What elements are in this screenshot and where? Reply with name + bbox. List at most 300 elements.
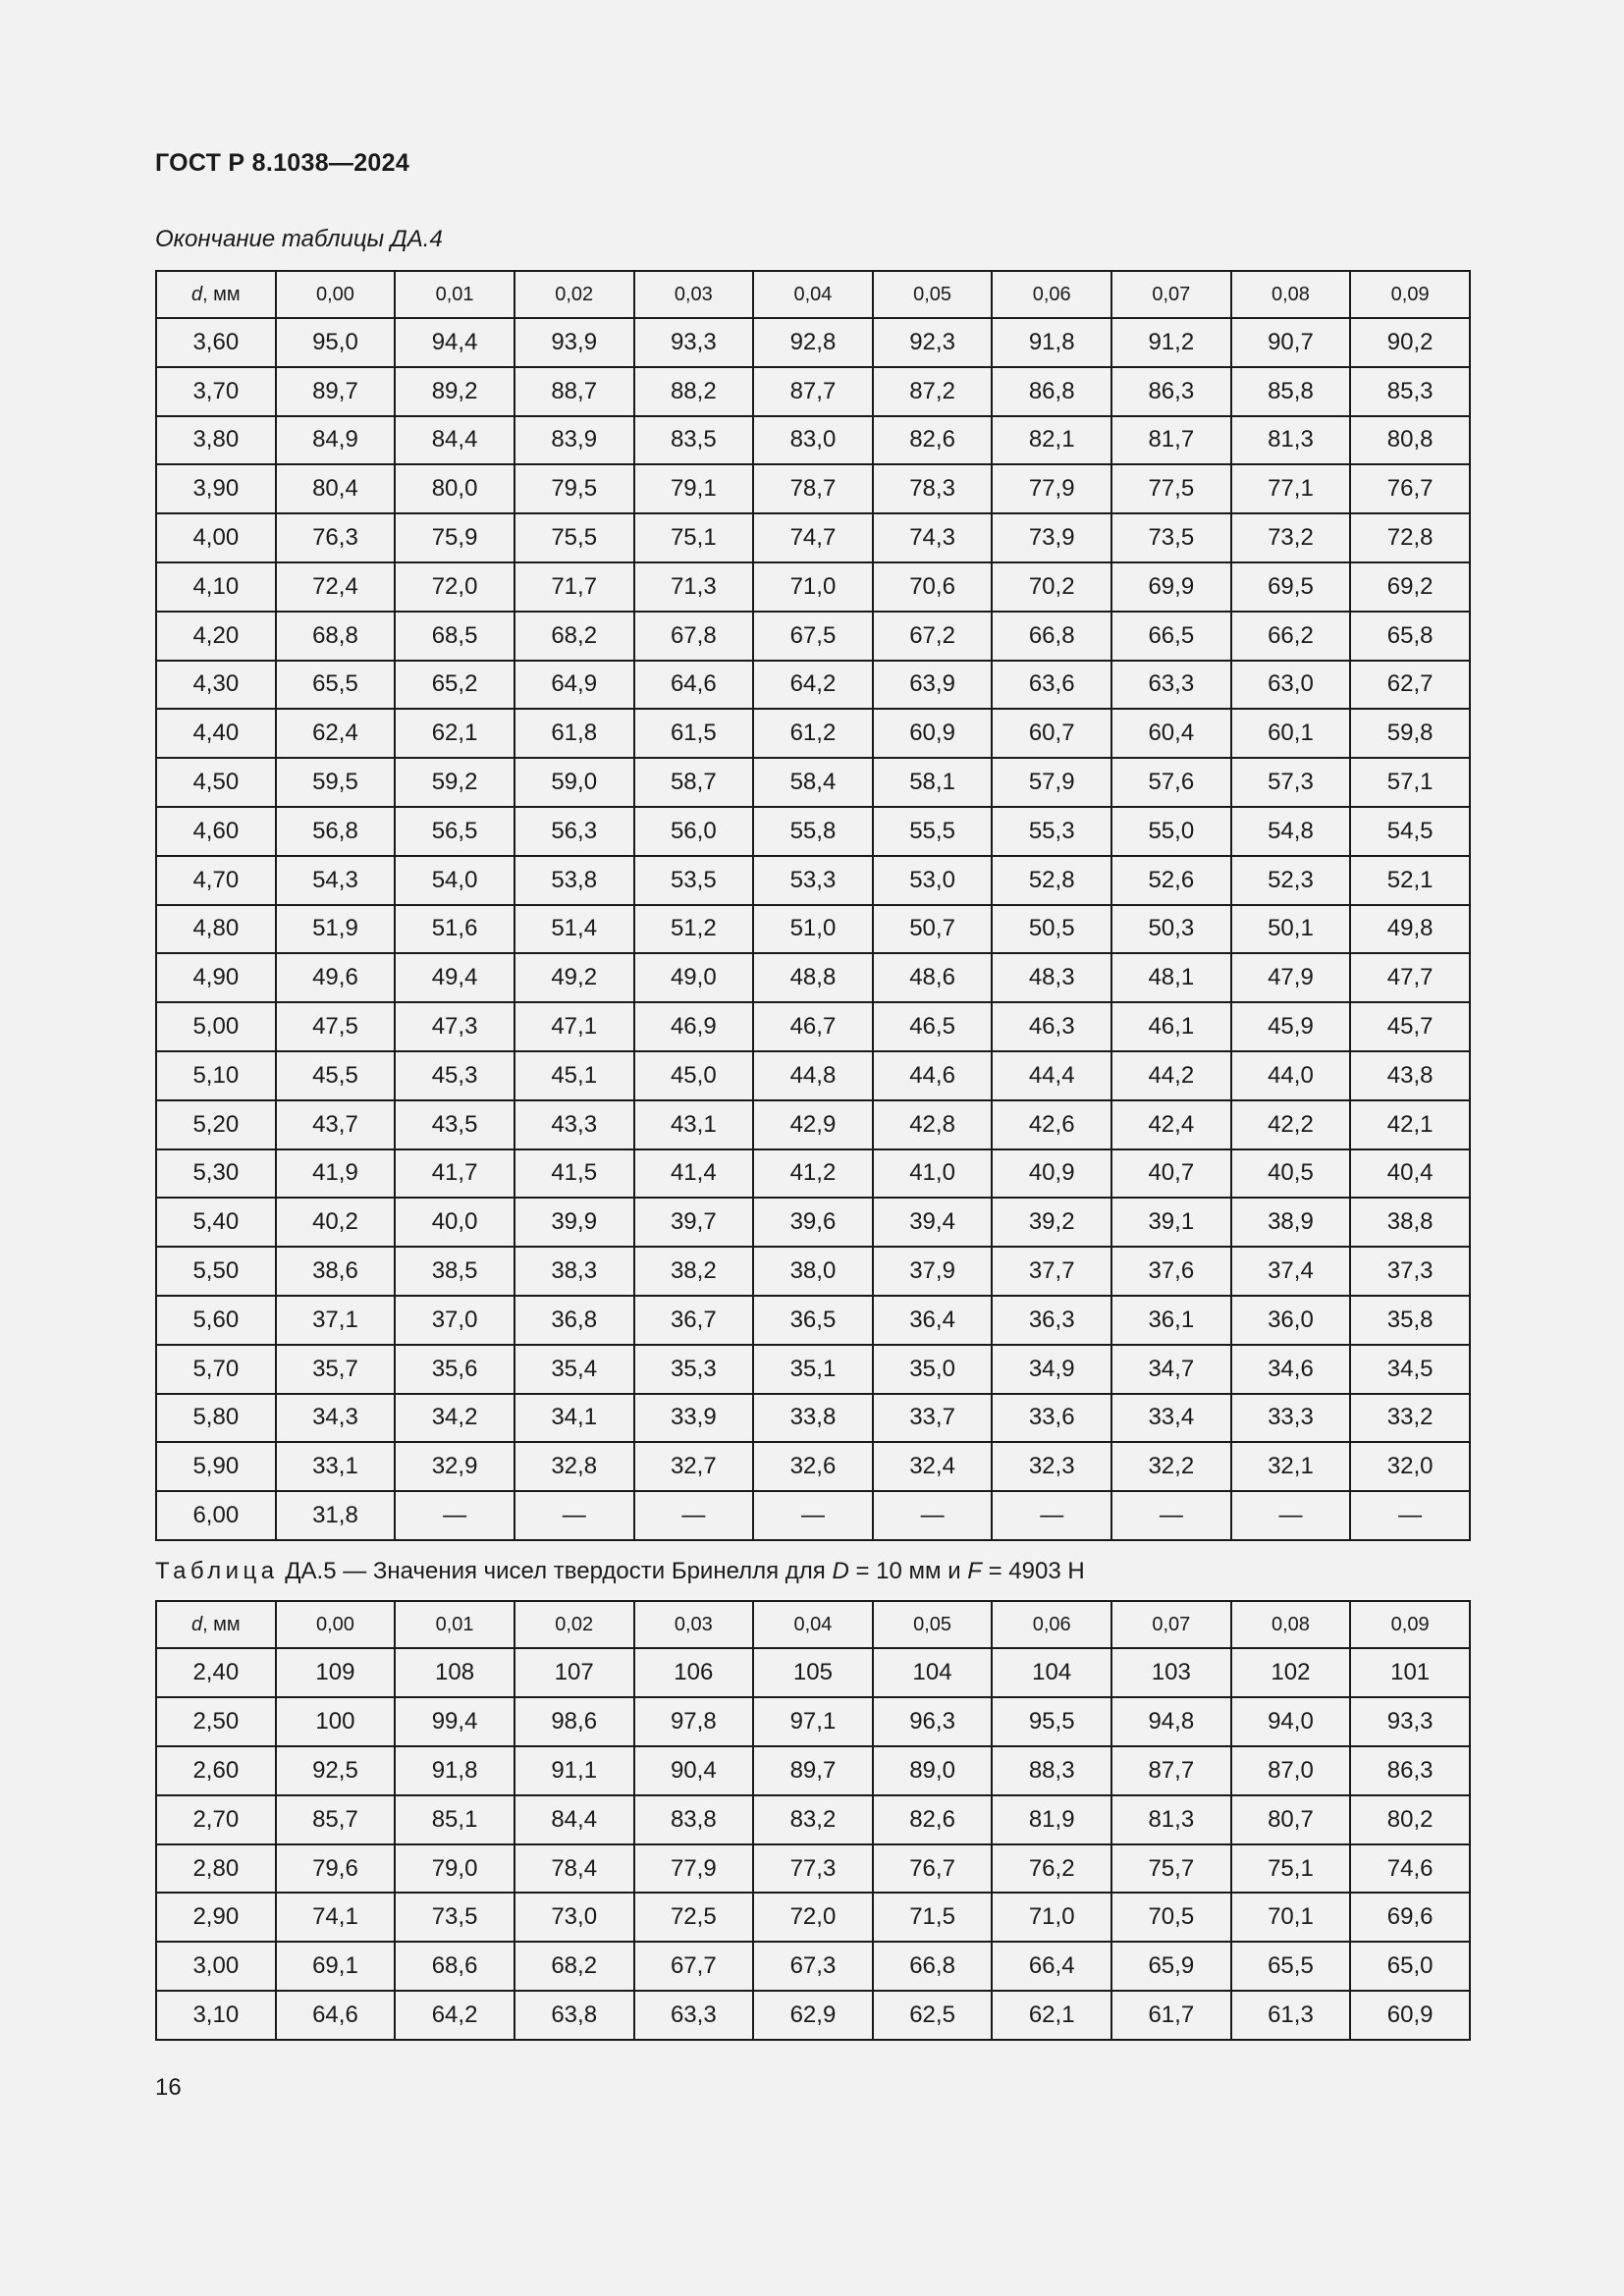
table-cell: 33,6 [992,1394,1111,1443]
table-cell: 83,8 [634,1795,754,1844]
table-cell: 63,3 [634,1991,754,2040]
table-cell: 68,8 [276,612,396,661]
table-cell: 46,1 [1111,1002,1231,1051]
table-cell: 42,9 [753,1100,873,1149]
table-cell: 32,0 [1350,1442,1470,1491]
table-cell: 35,3 [634,1345,754,1394]
table-cell: 59,0 [514,758,634,807]
table-cell: 99,4 [395,1697,514,1746]
row-d-cell: 4,90 [156,953,276,1002]
table-cell: — [1231,1491,1351,1540]
table-cell: 36,5 [753,1296,873,1345]
table-cell: 60,9 [1350,1991,1470,2040]
row-d-cell: 4,30 [156,661,276,710]
table-cell: 69,6 [1350,1893,1470,1942]
table-cell: 109 [276,1648,396,1697]
table-cell: 64,9 [514,661,634,710]
table-cell: 62,4 [276,709,396,758]
table-cell: 37,3 [1350,1247,1470,1296]
table-cell: 66,8 [992,612,1111,661]
table-cell: 79,0 [395,1844,514,1894]
col-header: 0,06 [992,271,1111,318]
table-cell: 39,6 [753,1198,873,1247]
table-cell: 39,7 [634,1198,754,1247]
table-cell: 37,9 [873,1247,993,1296]
table-cell: 66,5 [1111,612,1231,661]
table-cell: 69,9 [1111,562,1231,612]
table5-body [156,1648,1470,2040]
table-cell: 80,4 [276,464,396,513]
table-cell: 103 [1111,1648,1231,1697]
table-cell: 32,9 [395,1442,514,1491]
table-row [156,905,1470,954]
table-cell: 34,5 [1350,1345,1470,1394]
table-cell: 59,2 [395,758,514,807]
table-cell: 42,6 [992,1100,1111,1149]
table-cell: 43,7 [276,1100,396,1149]
table-cell: 65,8 [1350,612,1470,661]
table-cell: 50,3 [1111,905,1231,954]
row-d-cell: 4,60 [156,807,276,856]
table-cell: 92,8 [753,318,873,367]
table-cell: 62,5 [873,1991,993,2040]
table-cell: 33,3 [1231,1394,1351,1443]
table-cell: — [395,1491,514,1540]
table-cell: 72,8 [1350,513,1470,562]
table-cell: 97,1 [753,1697,873,1746]
table-cell: 75,5 [514,513,634,562]
table-cell: 38,2 [634,1247,754,1296]
row-d-cell: 2,90 [156,1893,276,1942]
table-cell: 74,7 [753,513,873,562]
table-row [156,1247,1470,1296]
table-row [156,416,1470,465]
table-cell: — [753,1491,873,1540]
table-cell: — [1111,1491,1231,1540]
row-d-cell: 5,10 [156,1051,276,1100]
table-row [156,807,1470,856]
table-cell: 85,3 [1350,367,1470,416]
table5-caption-prefix: Таблица [155,1558,279,1584]
col-header: 0,02 [514,1601,634,1648]
table-cell: 88,3 [992,1746,1111,1795]
row-d-cell: 4,70 [156,856,276,905]
table-cell: 73,5 [395,1893,514,1942]
table-cell: 35,6 [395,1345,514,1394]
table-cell: 75,1 [1231,1844,1351,1894]
table-cell: 73,0 [514,1893,634,1942]
table-cell: 87,7 [1111,1746,1231,1795]
table-cell: 91,1 [514,1746,634,1795]
row-d-cell: 4,10 [156,562,276,612]
table-cell: 34,9 [992,1345,1111,1394]
table-cell: 67,5 [753,612,873,661]
table-cell: 33,2 [1350,1394,1470,1443]
table-cell: 70,5 [1111,1893,1231,1942]
table-row [156,1893,1470,1942]
table-cell: 89,7 [753,1746,873,1795]
table-cell: 56,5 [395,807,514,856]
table-header-row [156,1601,1470,1648]
col-d-symbol: d [190,1613,203,1635]
table-cell: 38,0 [753,1247,873,1296]
table-cell: 46,5 [873,1002,993,1051]
table-cell: 90,7 [1231,318,1351,367]
table5-caption-text: — Значения чисел твердости Бринелля для [336,1558,833,1584]
table-cell: 34,6 [1231,1345,1351,1394]
table-cell: 52,8 [992,856,1111,905]
table-cell: 77,1 [1231,464,1351,513]
table-cell: 58,7 [634,758,754,807]
col-header: 0,07 [1111,271,1231,318]
table-cell: 65,9 [1111,1942,1231,1991]
table-cell: 32,3 [992,1442,1111,1491]
table-cell: 43,3 [514,1100,634,1149]
table-cell: 34,2 [395,1394,514,1443]
table-cell: 81,7 [1111,416,1231,465]
table-cell: 90,4 [634,1746,754,1795]
table-cell: 39,1 [1111,1198,1231,1247]
row-d-cell: 4,00 [156,513,276,562]
table-cell: 76,2 [992,1844,1111,1894]
table-cell: 93,3 [1350,1697,1470,1746]
table-row [156,1991,1470,2040]
table-cell: 42,4 [1111,1100,1231,1149]
table-cell: 82,1 [992,416,1111,465]
col-d-header [156,1601,276,1648]
table-cell: 73,5 [1111,513,1231,562]
table-cell: 70,2 [992,562,1111,612]
table-cell: 38,8 [1350,1198,1470,1247]
table-cell: 68,5 [395,612,514,661]
table-row [156,1442,1470,1491]
table-cell: 52,6 [1111,856,1231,905]
table-cell: 60,7 [992,709,1111,758]
table-cell: 93,9 [514,318,634,367]
table4-caption: Окончание таблицы ДА.4 [155,226,443,252]
table5-caption [155,1558,1085,1585]
table-cell: 53,3 [753,856,873,905]
table-cell: 32,8 [514,1442,634,1491]
row-d-cell: 5,80 [156,1394,276,1443]
table-cell: 95,0 [276,318,396,367]
table-cell: 32,6 [753,1442,873,1491]
table-cell: 68,2 [514,612,634,661]
table-cell: 84,4 [514,1795,634,1844]
table-cell: 33,1 [276,1442,396,1491]
table-cell: — [1350,1491,1470,1540]
table-cell: 54,3 [276,856,396,905]
table-row [156,1942,1470,1991]
table-cell: 36,1 [1111,1296,1231,1345]
table-cell: 70,1 [1231,1893,1351,1942]
table-cell: 57,6 [1111,758,1231,807]
table-cell: 50,1 [1231,905,1351,954]
table-cell: 64,2 [395,1991,514,2040]
table-cell: 39,4 [873,1198,993,1247]
table-cell: 80,0 [395,464,514,513]
table-cell: 107 [514,1648,634,1697]
table-cell: 58,4 [753,758,873,807]
col-header: 0,04 [753,271,873,318]
table-cell: 62,1 [395,709,514,758]
table-cell: 45,7 [1350,1002,1470,1051]
col-header: 0,07 [1111,1601,1231,1648]
table-row [156,1795,1470,1844]
table-cell: 36,4 [873,1296,993,1345]
table-cell: 54,5 [1350,807,1470,856]
table5-caption-mid: = 10 мм и [848,1558,968,1584]
table-cell: 72,5 [634,1893,754,1942]
table-cell: 71,3 [634,562,754,612]
table-cell: 64,2 [753,661,873,710]
table-cell: 82,6 [873,1795,993,1844]
table-cell: 51,2 [634,905,754,954]
table-cell: 45,1 [514,1051,634,1100]
table-cell: 65,0 [1350,1942,1470,1991]
table-cell: 91,8 [395,1746,514,1795]
table-cell: 68,2 [514,1942,634,1991]
document-header: ГОСТ Р 8.1038—2024 [155,149,410,177]
table-cell: 36,3 [992,1296,1111,1345]
table-cell: 40,2 [276,1198,396,1247]
table-cell: 59,8 [1350,709,1470,758]
table-row [156,661,1470,710]
table-cell: 63,3 [1111,661,1231,710]
table-cell: 95,5 [992,1697,1111,1746]
table-cell: 50,5 [992,905,1111,954]
table5-caption-id: ДА.5 [285,1558,337,1584]
table-cell: 91,8 [992,318,1111,367]
table-cell: 37,4 [1231,1247,1351,1296]
table-cell: 40,7 [1111,1149,1231,1199]
table-cell: 69,5 [1231,562,1351,612]
table-cell: 79,6 [276,1844,396,1894]
table-cell: 85,1 [395,1795,514,1844]
table-cell: 44,2 [1111,1051,1231,1100]
table-cell: 77,3 [753,1844,873,1894]
table-cell: 94,8 [1111,1697,1231,1746]
table-cell: 55,8 [753,807,873,856]
col-header: 0,00 [276,1601,396,1648]
table-cell: 46,3 [992,1002,1111,1051]
table-cell: 71,0 [992,1893,1111,1942]
table-cell: 45,0 [634,1051,754,1100]
table-cell: 41,5 [514,1149,634,1199]
table-cell: 60,4 [1111,709,1231,758]
table-cell: 61,3 [1231,1991,1351,2040]
table-cell: 56,8 [276,807,396,856]
table-cell: 52,3 [1231,856,1351,905]
table-cell: 55,5 [873,807,993,856]
row-d-cell: 3,80 [156,416,276,465]
table-cell: 46,9 [634,1002,754,1051]
row-d-cell: 3,00 [156,1942,276,1991]
table-cell: 87,7 [753,367,873,416]
table-cell: 67,3 [753,1942,873,1991]
table-da5 [155,1600,1471,2041]
table-cell: 69,2 [1350,562,1470,612]
row-d-cell: 4,20 [156,612,276,661]
col-header: 0,03 [634,271,754,318]
table-cell: 55,3 [992,807,1111,856]
table-cell: 75,1 [634,513,754,562]
row-d-cell: 3,10 [156,1991,276,2040]
table-cell: 34,7 [1111,1345,1231,1394]
page-number: 16 [155,2074,182,2101]
table-cell: 58,1 [873,758,993,807]
table-row [156,1296,1470,1345]
table-cell: 56,0 [634,807,754,856]
table-cell: 80,7 [1231,1795,1351,1844]
row-d-cell: 5,70 [156,1345,276,1394]
table-cell: 106 [634,1648,754,1697]
table-cell: 53,5 [634,856,754,905]
table-cell: 34,3 [276,1394,396,1443]
table-cell: 51,4 [514,905,634,954]
table-cell: 47,7 [1350,953,1470,1002]
table-cell: 77,9 [634,1844,754,1894]
row-d-cell: 3,60 [156,318,276,367]
table-cell: 47,9 [1231,953,1351,1002]
table-da4 [155,270,1471,1541]
table-cell: 37,0 [395,1296,514,1345]
col-d-unit: , мм [202,283,241,305]
table-cell: 82,6 [873,416,993,465]
table-cell: 35,8 [1350,1296,1470,1345]
table-row [156,464,1470,513]
table-cell: 54,0 [395,856,514,905]
table-cell: 68,6 [395,1942,514,1991]
table-cell: 51,6 [395,905,514,954]
table-cell: 71,7 [514,562,634,612]
table-cell: 35,1 [753,1345,873,1394]
table-cell: 76,7 [1350,464,1470,513]
table-cell: 61,2 [753,709,873,758]
row-d-cell: 4,50 [156,758,276,807]
table-cell: 74,6 [1350,1844,1470,1894]
table-cell: 38,3 [514,1247,634,1296]
row-d-cell: 2,40 [156,1648,276,1697]
table-header-row [156,271,1470,318]
table-cell: 33,4 [1111,1394,1231,1443]
table-cell: 90,2 [1350,318,1470,367]
table-row [156,1345,1470,1394]
table-cell: 41,9 [276,1149,396,1199]
table-row [156,513,1470,562]
table-cell: 78,4 [514,1844,634,1894]
table-cell: 62,9 [753,1991,873,2040]
table-cell: 65,5 [276,661,396,710]
table-cell: 38,5 [395,1247,514,1296]
row-d-cell: 6,00 [156,1491,276,1540]
table-cell: 55,0 [1111,807,1231,856]
table-row [156,1844,1470,1894]
table-cell: 100 [276,1697,396,1746]
table-cell: 76,7 [873,1844,993,1894]
table-cell: 70,6 [873,562,993,612]
table-cell: 101 [1350,1648,1470,1697]
table-row [156,367,1470,416]
table-cell: 71,0 [753,562,873,612]
col-header: 0,00 [276,271,396,318]
table5-caption-var-d: D [832,1558,849,1584]
table-cell: 44,0 [1231,1051,1351,1100]
table-cell: 49,6 [276,953,396,1002]
table-cell: 85,8 [1231,367,1351,416]
table-cell: 41,2 [753,1149,873,1199]
table-row [156,1746,1470,1795]
table-cell: 48,8 [753,953,873,1002]
table-row [156,1648,1470,1697]
table-cell: 104 [992,1648,1111,1697]
table-cell: 85,7 [276,1795,396,1844]
table-row [156,1149,1470,1199]
table-cell: 51,9 [276,905,396,954]
row-d-cell: 4,80 [156,905,276,954]
table-cell: 60,1 [1231,709,1351,758]
table-cell: 48,3 [992,953,1111,1002]
table-cell: 89,0 [873,1746,993,1795]
col-header: 0,03 [634,1601,754,1648]
table-cell: 79,5 [514,464,634,513]
table-row [156,1491,1470,1540]
table-cell: 75,7 [1111,1844,1231,1894]
table-cell: 65,2 [395,661,514,710]
table-cell: 31,8 [276,1491,396,1540]
table-cell: 56,3 [514,807,634,856]
table-cell: 32,1 [1231,1442,1351,1491]
table-cell: 74,3 [873,513,993,562]
table-row [156,1697,1470,1746]
table-row [156,856,1470,905]
table-cell: 92,3 [873,318,993,367]
col-d-unit: , мм [202,1613,241,1635]
table-cell: 41,4 [634,1149,754,1199]
table-row [156,953,1470,1002]
row-d-cell: 3,70 [156,367,276,416]
table-cell: 93,3 [634,318,754,367]
table-cell: 37,1 [276,1296,396,1345]
table-row [156,318,1470,367]
table-cell: 77,5 [1111,464,1231,513]
table-cell: 63,0 [1231,661,1351,710]
table-cell: 75,9 [395,513,514,562]
table-cell: 76,3 [276,513,396,562]
col-header: 0,09 [1350,271,1470,318]
col-header: 0,04 [753,1601,873,1648]
col-header: 0,06 [992,1601,1111,1648]
table-cell: 73,2 [1231,513,1351,562]
table-cell: 42,8 [873,1100,993,1149]
table-cell: 51,0 [753,905,873,954]
table-row [156,758,1470,807]
table-cell: 54,8 [1231,807,1351,856]
table-cell: 61,8 [514,709,634,758]
table-cell: 47,1 [514,1002,634,1051]
table-cell: 94,4 [395,318,514,367]
row-d-cell: 2,70 [156,1795,276,1844]
table-cell: 81,3 [1231,416,1351,465]
row-d-cell: 5,30 [156,1149,276,1199]
table-cell: 52,1 [1350,856,1470,905]
table-cell: 91,2 [1111,318,1231,367]
table5-caption-end: = 4903 Н [981,1558,1085,1584]
table-cell: 80,8 [1350,416,1470,465]
table-cell: 65,5 [1231,1942,1351,1991]
table-cell: 44,4 [992,1051,1111,1100]
table-cell: 81,3 [1111,1795,1231,1844]
